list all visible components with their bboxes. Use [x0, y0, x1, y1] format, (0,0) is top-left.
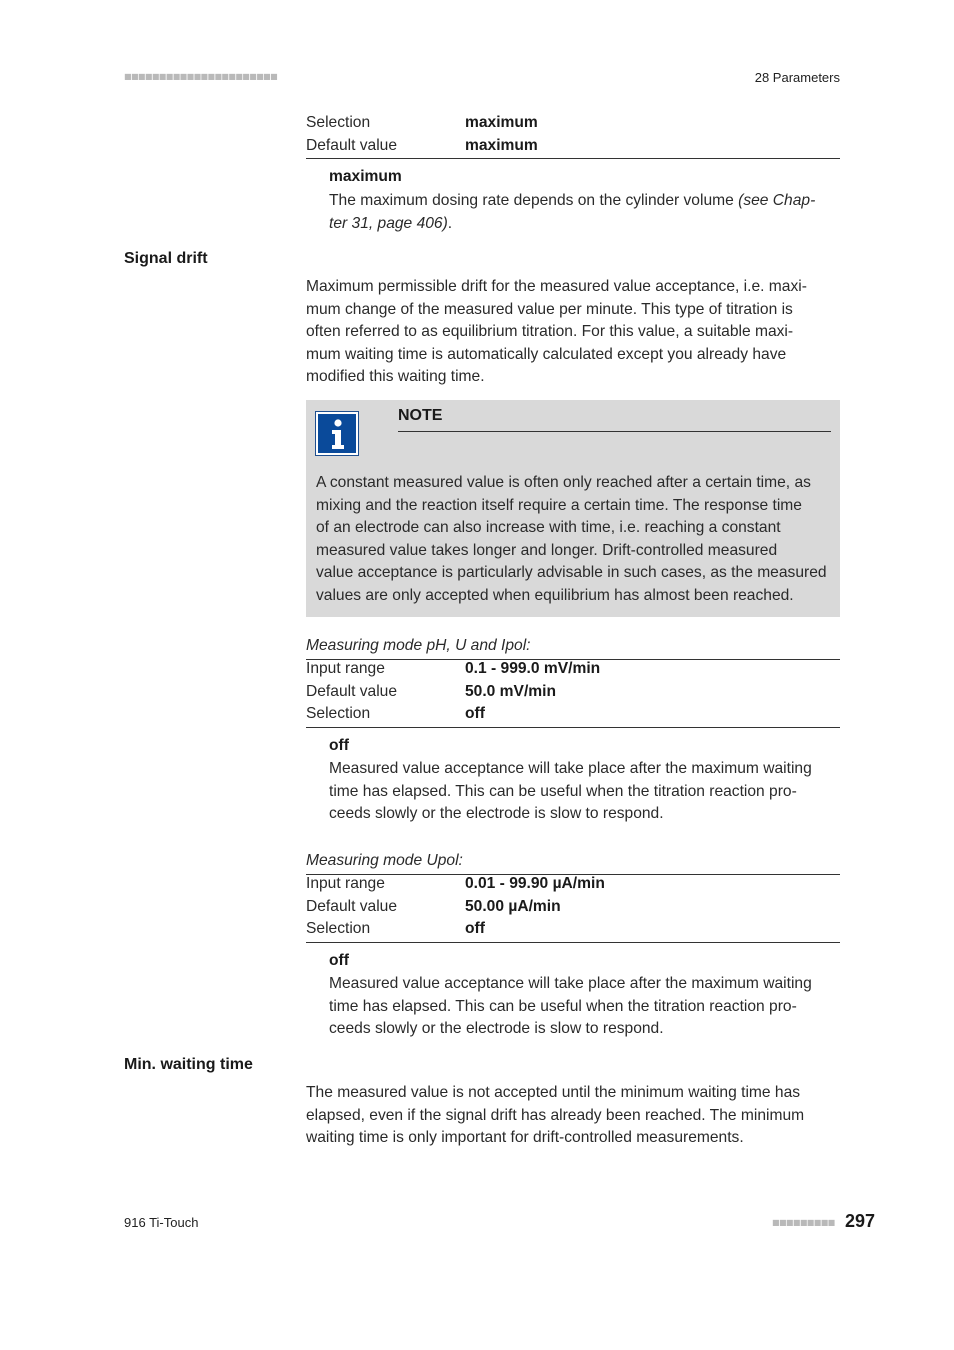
row-value: maximum [465, 136, 538, 154]
row-key: Input range [306, 660, 385, 677]
option-text: The maximum dosing rate depends on the cylinder volume [329, 192, 739, 209]
row-value: off [465, 705, 485, 723]
table-row [306, 896, 840, 919]
header-decoration: ■■■■■■■■■■■■■■■■■■■■■■ [124, 72, 278, 81]
option-title: off [329, 737, 349, 754]
table-row [306, 658, 840, 681]
paragraph-line: mum waiting time is automatically calculated except you already have [306, 345, 787, 363]
table-row [306, 135, 840, 158]
note-line: values are only accepted when equilibrium has almost been reached. [316, 586, 794, 604]
cross-reference-cont[interactable]: ter 31, page 406) [329, 214, 448, 232]
parameter-table-maximum [306, 112, 840, 157]
table-row [306, 112, 840, 135]
mode-caption-upol: Measuring mode Upol: [306, 852, 463, 869]
row-value: 0.1 - 999.0 mV/min [465, 660, 601, 677]
option-description [329, 190, 835, 235]
option-text-end: . [447, 214, 453, 232]
chapter-title: 28 Parameters [754, 70, 840, 85]
paragraph-line: elapsed, even if the signal drift has already been reached. The minimum [306, 1106, 805, 1124]
table-row [306, 703, 840, 726]
paragraph-line: waiting time is only important for drift-controlled measurements. [306, 1129, 744, 1147]
mode-caption-ph-u-ipol: Measuring mode pH, U and Ipol: [306, 637, 531, 654]
paragraph-line: Measured value acceptance will take place after the maximum waiting [329, 760, 812, 777]
cross-reference[interactable]: (see Chap- [738, 192, 816, 209]
option-description [329, 758, 835, 826]
section-heading-min-waiting-time: Min. waiting time [124, 1056, 253, 1073]
parameter-table-mode1 [306, 658, 840, 726]
row-key: Default value [306, 897, 398, 915]
footer-product-name: 916 Ti-Touch [124, 1215, 199, 1230]
row-value: 50.0 mV/min [465, 682, 557, 700]
note-box [306, 400, 840, 617]
footer-decoration: ■■■■■■■■■ [772, 1218, 835, 1227]
note-rule [398, 431, 831, 432]
paragraph-line: ceeds slowly or the electrode is slow to respond. [329, 1020, 664, 1038]
parameter-table-mode2 [306, 873, 840, 941]
table-row [306, 918, 840, 941]
page-number: 297 [845, 1211, 876, 1231]
row-key: Selection [306, 114, 371, 131]
note-line: A constant measured value is often only reached after a certain time, as [316, 474, 811, 491]
table-rule [306, 727, 840, 728]
note-line: mixing and the reaction itself require a certain time. The response time [316, 496, 802, 514]
paragraph-line: Maximum permissible drift for the measured value acceptance, i.e. maxi- [306, 278, 807, 295]
table-rule [306, 942, 840, 943]
note-title: NOTE [398, 407, 443, 424]
row-key: Selection [306, 705, 371, 723]
row-value: maximum [465, 114, 538, 131]
option-title: off [329, 952, 349, 969]
min-waiting-description [306, 1082, 840, 1150]
row-key: Selection [306, 920, 371, 938]
row-value: 0.01 - 99.90 µA/min [465, 875, 605, 892]
info-icon [315, 411, 359, 456]
table-rule [306, 158, 840, 159]
row-key: Default value [306, 682, 398, 700]
paragraph-line: often referred to as equilibrium titration. For this value, a suitable maxi- [306, 323, 794, 341]
row-key: Default value [306, 136, 398, 154]
row-value: off [465, 920, 485, 938]
row-key: Input range [306, 875, 385, 892]
table-row [306, 873, 840, 896]
paragraph-line: time has elapsed. This can be useful when the titration reaction pro- [329, 997, 797, 1015]
table-row [306, 681, 840, 704]
paragraph-line: time has elapsed. This can be useful when the titration reaction pro- [329, 782, 797, 800]
option-description [329, 973, 835, 1041]
section-heading-signal-drift: Signal drift [124, 250, 208, 267]
option-title: maximum [329, 168, 402, 185]
paragraph-line: The measured value is not accepted until the minimum waiting time has [306, 1084, 801, 1101]
paragraph-line: mum change of the measured value per minute. This type of titration is [306, 300, 793, 318]
paragraph-line: modified this waiting time. [306, 368, 485, 386]
note-line: value acceptance is particularly advisable in such cases, as the measured [316, 564, 827, 582]
note-line: measured value takes longer and longer. Drift-controlled measured [316, 541, 778, 559]
row-value: 50.00 µA/min [465, 897, 561, 915]
signal-drift-description [306, 276, 840, 389]
paragraph-line: ceeds slowly or the electrode is slow to respond. [329, 805, 664, 823]
note-text [316, 472, 836, 608]
paragraph-line: Measured value acceptance will take place after the maximum waiting [329, 975, 812, 992]
note-line: of an electrode can also increase with time, i.e. reaching a constant [316, 519, 781, 537]
